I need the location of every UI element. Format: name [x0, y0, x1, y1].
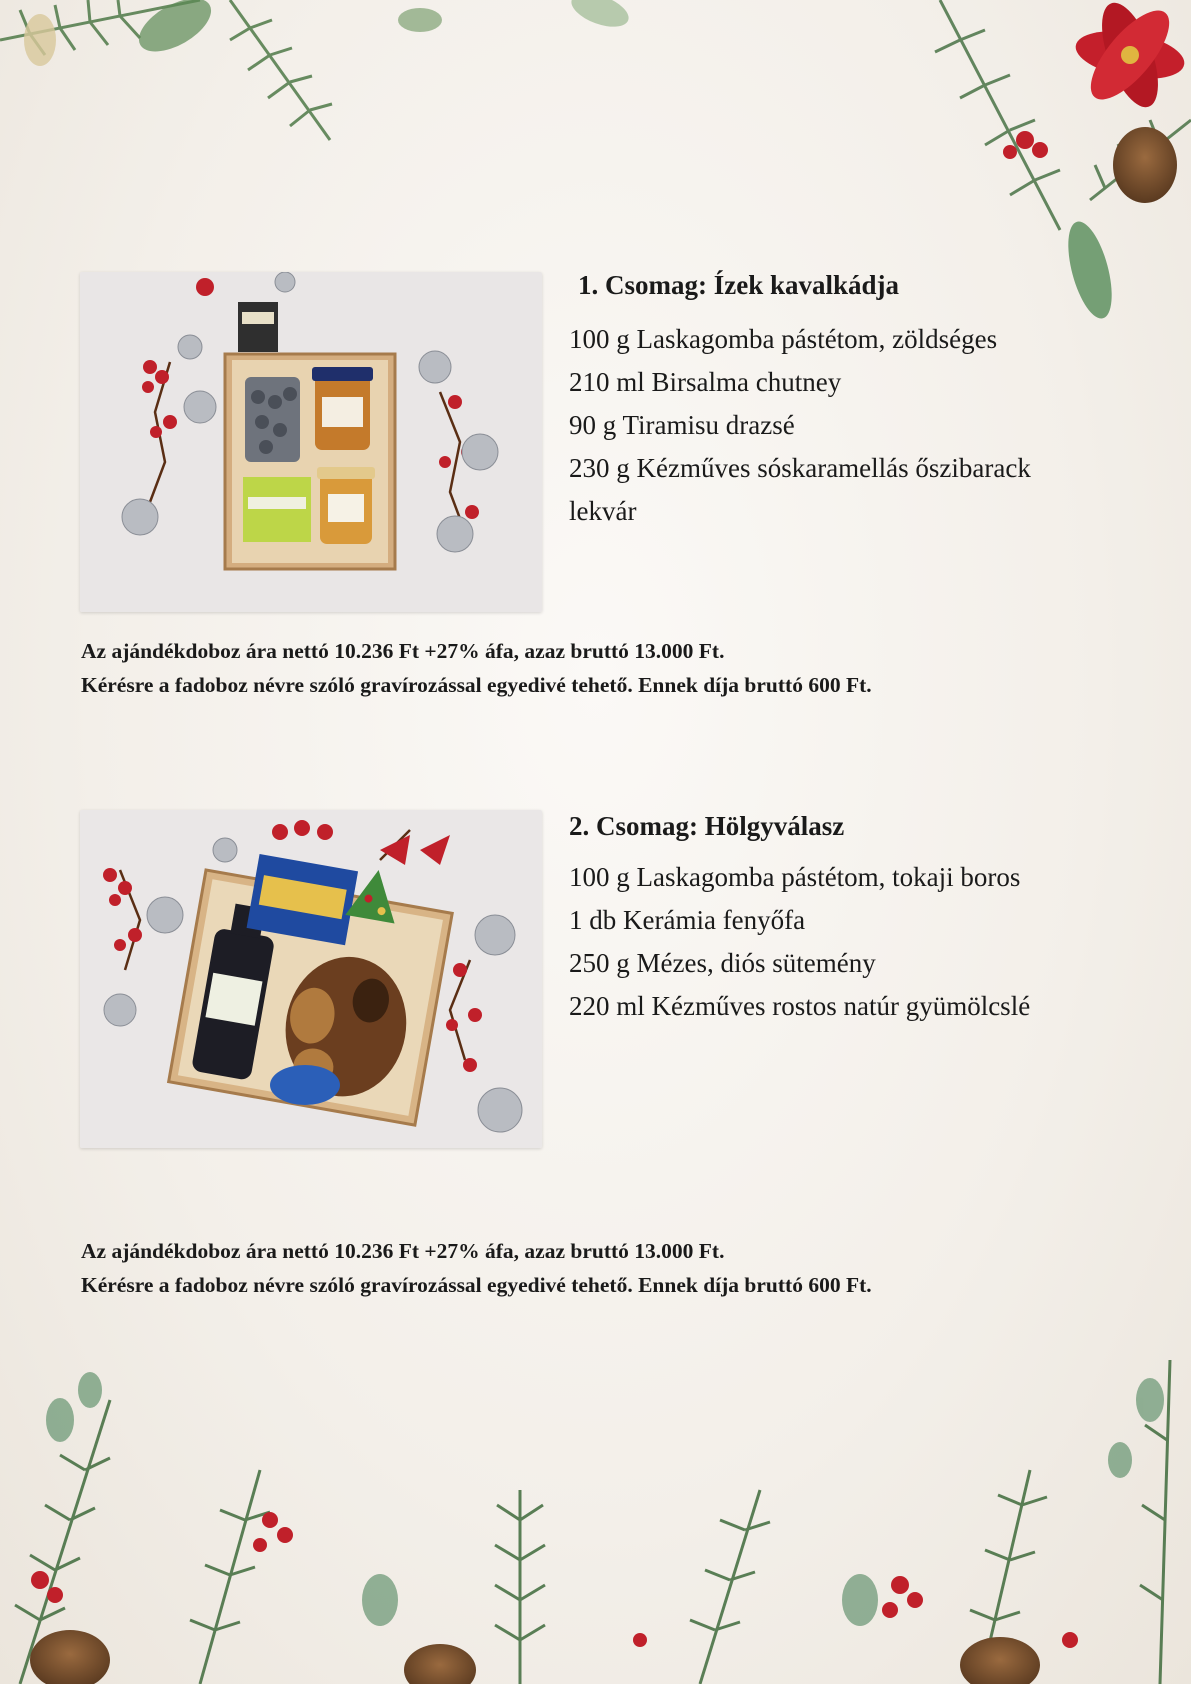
list-item: 90 g Tiramisu drazsé: [569, 410, 795, 440]
package-1-contents-list: [569, 318, 1031, 533]
price-line: Az ajándékdoboz ára nettó 10.236 Ft +27% áfa, azaz bruttó 13.000 Ft.: [81, 1239, 725, 1263]
list-item: 220 ml Kézműves rostos natúr gyümölcslé: [569, 991, 1031, 1021]
engraving-note: Kérésre a fadoboz névre szóló gravírozással egyedivé tehető. Ennek díja bruttó 600 Ft.: [81, 673, 872, 697]
list-item: 250 g Mézes, diós sütemény: [569, 948, 876, 978]
package-1-title: 1. Csomag: Ízek kavalkádja: [578, 270, 900, 300]
list-item: lekvár: [569, 496, 637, 526]
list-item: 1 db Kerámia fenyőfa: [569, 905, 806, 935]
package-1-price-info: [81, 634, 872, 702]
list-item: 230 g Kézműves sóskaramellás őszibarack: [569, 453, 1031, 483]
package-2-price-info: [81, 1234, 872, 1302]
price-line: Az ajándékdoboz ára nettó 10.236 Ft +27% áfa, azaz bruttó 13.000 Ft.: [81, 639, 725, 663]
package-2-photo: [80, 810, 542, 1148]
package-2-title: 2. Csomag: Hölgyválasz: [569, 811, 845, 841]
engraving-note: Kérésre a fadoboz névre szóló gravírozással egyedivé tehető. Ennek díja bruttó 600 Ft.: [81, 1273, 872, 1297]
package-1-photo: [80, 272, 542, 612]
list-item: 210 ml Birsalma chutney: [569, 367, 842, 397]
list-item: 100 g Laskagomba pástétom, tokaji boros: [569, 862, 1021, 892]
list-item: 100 g Laskagomba pástétom, zöldséges: [569, 324, 998, 354]
package-2-contents-list: [569, 856, 1030, 1028]
